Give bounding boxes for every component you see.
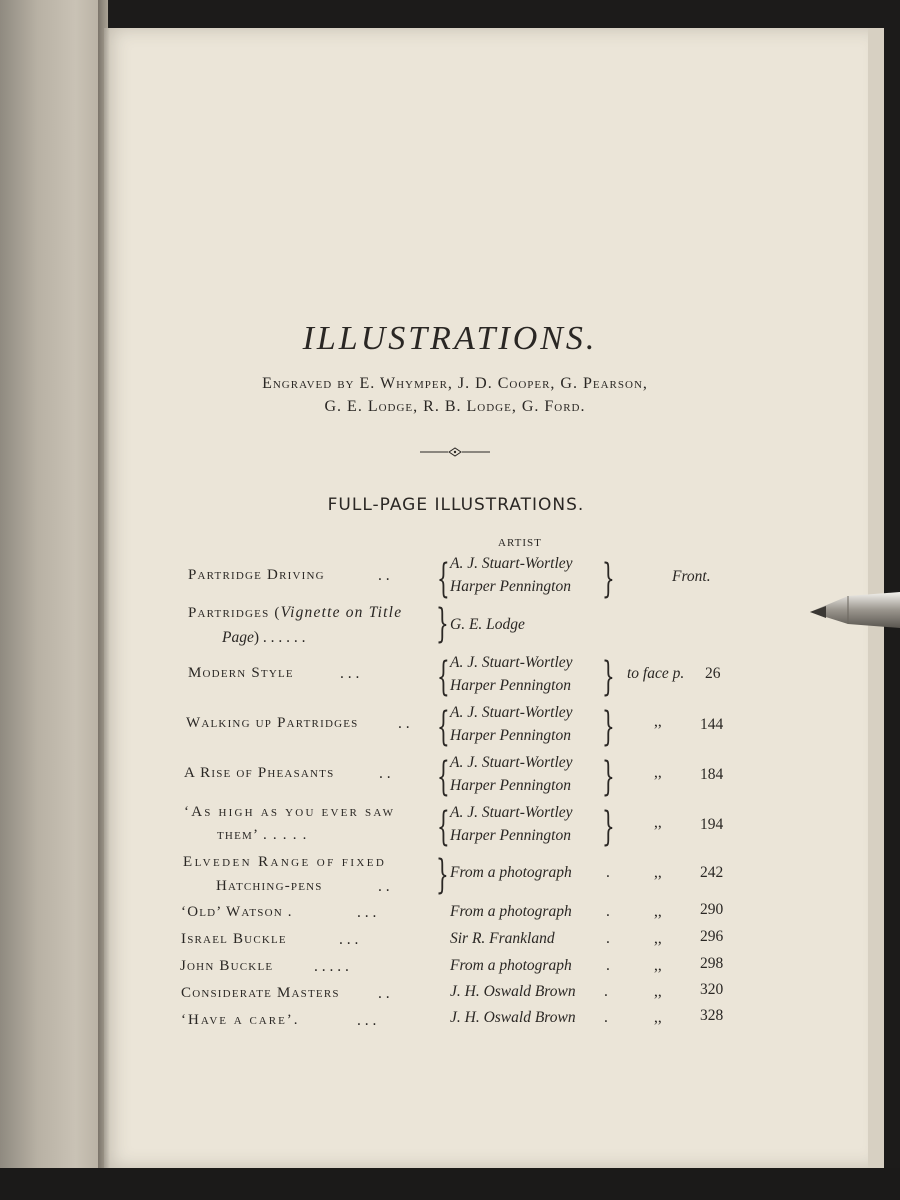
leader-dot: . bbox=[604, 1009, 608, 1026]
page-ref: 26 bbox=[705, 665, 721, 682]
right-brace-icon: } bbox=[436, 601, 449, 647]
entry-title-cont: them’ . . . . . bbox=[217, 827, 308, 843]
ditto-mark: ,, bbox=[654, 713, 662, 730]
artist-name: From a photograph bbox=[450, 957, 572, 974]
right-brace-icon: } bbox=[436, 852, 449, 898]
page-ref: 242 bbox=[700, 864, 724, 881]
left-brace-icon: { bbox=[437, 556, 450, 602]
artist-name: Harper Pennington bbox=[450, 777, 571, 794]
artist-name: From a photograph bbox=[450, 864, 572, 881]
artist-name: A. J. Stuart-Wortley bbox=[450, 804, 573, 821]
leader-dots: . . bbox=[378, 878, 390, 895]
artist-name: A. J. Stuart-Wortley bbox=[450, 704, 573, 721]
leader-dots: . . bbox=[378, 985, 390, 1002]
leader-dots: . . . bbox=[357, 904, 377, 921]
right-brace-icon: } bbox=[602, 556, 615, 602]
left-brace-icon: { bbox=[437, 704, 450, 750]
artist-name: Harper Pennington bbox=[450, 677, 571, 694]
entry-title: Israel Buckle bbox=[181, 931, 287, 947]
section-title: FULL-PAGE ILLUSTRATIONS. bbox=[327, 495, 585, 515]
leader-dots: . . . . . bbox=[314, 958, 349, 975]
entry-title: A Rise of Pheasants bbox=[184, 765, 335, 781]
ditto-mark: ,, bbox=[654, 957, 662, 974]
artist-name: Harper Pennington bbox=[450, 578, 571, 595]
right-brace-icon: } bbox=[602, 804, 615, 850]
ditto-mark: ,, bbox=[654, 814, 662, 831]
artist-name: J. H. Oswald Brown bbox=[450, 1009, 576, 1026]
artist-column-header: ARTIST bbox=[498, 537, 542, 549]
artist-name: J. H. Oswald Brown bbox=[450, 983, 576, 1000]
artist-name: From a photograph bbox=[450, 903, 572, 920]
page-prefix: to face p. bbox=[627, 665, 685, 682]
leader-dot: . bbox=[606, 903, 610, 920]
entry-title: John Buckle bbox=[180, 958, 274, 974]
right-brace-icon: } bbox=[602, 754, 615, 800]
artist-name: A. J. Stuart-Wortley bbox=[450, 754, 573, 771]
leader-dot: . bbox=[606, 930, 610, 947]
leader-dots: . . bbox=[379, 765, 391, 782]
ditto-mark: ,, bbox=[654, 864, 662, 881]
leader-dot: . bbox=[606, 864, 610, 881]
entry-title: ‘As high as you ever saw bbox=[184, 804, 396, 820]
right-brace-icon: } bbox=[602, 654, 615, 700]
artist-name: Sir R. Frankland bbox=[450, 930, 555, 947]
page-ref: 144 bbox=[700, 716, 724, 733]
entry-title: ‘Old’ Watson . bbox=[181, 904, 293, 920]
leader-dot: . bbox=[606, 957, 610, 974]
left-brace-icon: { bbox=[437, 654, 450, 700]
ditto-mark: ,, bbox=[654, 903, 662, 920]
entry-title: Partridge Driving bbox=[188, 567, 325, 583]
ditto-mark: ,, bbox=[654, 983, 662, 1000]
page-ref: 194 bbox=[700, 816, 724, 833]
leader-dots: . . . bbox=[340, 665, 360, 682]
left-page-edge bbox=[0, 0, 108, 1200]
ornament-divider-icon bbox=[420, 446, 490, 458]
background-bottom bbox=[0, 1168, 900, 1200]
page-ref: 320 bbox=[700, 981, 724, 998]
artist-name: Harper Pennington bbox=[450, 827, 571, 844]
entry-title: Partridges (Vignette on Title bbox=[188, 604, 403, 621]
pencil-tip-icon bbox=[808, 588, 900, 632]
entry-title: Modern Style bbox=[188, 665, 294, 681]
ditto-mark: ,, bbox=[654, 764, 662, 781]
entry-title: Elveden Range of fixed bbox=[183, 854, 387, 870]
ditto-mark: ,, bbox=[654, 1009, 662, 1026]
artist-name: A. J. Stuart-Wortley bbox=[450, 555, 573, 572]
page-ref: 290 bbox=[700, 901, 724, 918]
left-brace-icon: { bbox=[437, 804, 450, 850]
book-gutter bbox=[98, 0, 110, 1200]
artist-name: Harper Pennington bbox=[450, 727, 571, 744]
leader-dot: . bbox=[604, 983, 608, 1000]
page-ref: 184 bbox=[700, 766, 724, 783]
page-title: ILLUSTRATIONS. bbox=[302, 320, 598, 357]
artist-name: G. E. Lodge bbox=[450, 616, 525, 633]
leader-dots: . . . bbox=[339, 931, 359, 948]
entry-title: Considerate Masters bbox=[181, 985, 340, 1001]
entry-title: Walking up Partridges bbox=[186, 715, 359, 731]
page-ref: 298 bbox=[700, 955, 724, 972]
page-ref: Front. bbox=[672, 568, 711, 585]
leader-dots: . . bbox=[398, 715, 410, 732]
engravers-line-1: Engraved by E. Whymper, J. D. Cooper, G. Pearson, bbox=[262, 375, 648, 392]
leader-dots: . . bbox=[378, 567, 390, 584]
left-brace-icon: { bbox=[437, 754, 450, 800]
entry-title: ‘Have a care’. bbox=[181, 1012, 300, 1028]
page-ref: 296 bbox=[700, 928, 724, 945]
entry-title-cont: Page) . . . . . . bbox=[222, 629, 306, 646]
artist-name: A. J. Stuart-Wortley bbox=[450, 654, 573, 671]
engravers-line-2: G. E. Lodge, R. B. Lodge, G. Ford. bbox=[324, 398, 586, 415]
right-brace-icon: } bbox=[602, 704, 615, 750]
leader-dots: . . . bbox=[357, 1012, 377, 1029]
page-ref: 328 bbox=[700, 1007, 724, 1024]
ditto-mark: ,, bbox=[654, 930, 662, 947]
entry-title-cont: Hatching-pens bbox=[216, 878, 323, 894]
